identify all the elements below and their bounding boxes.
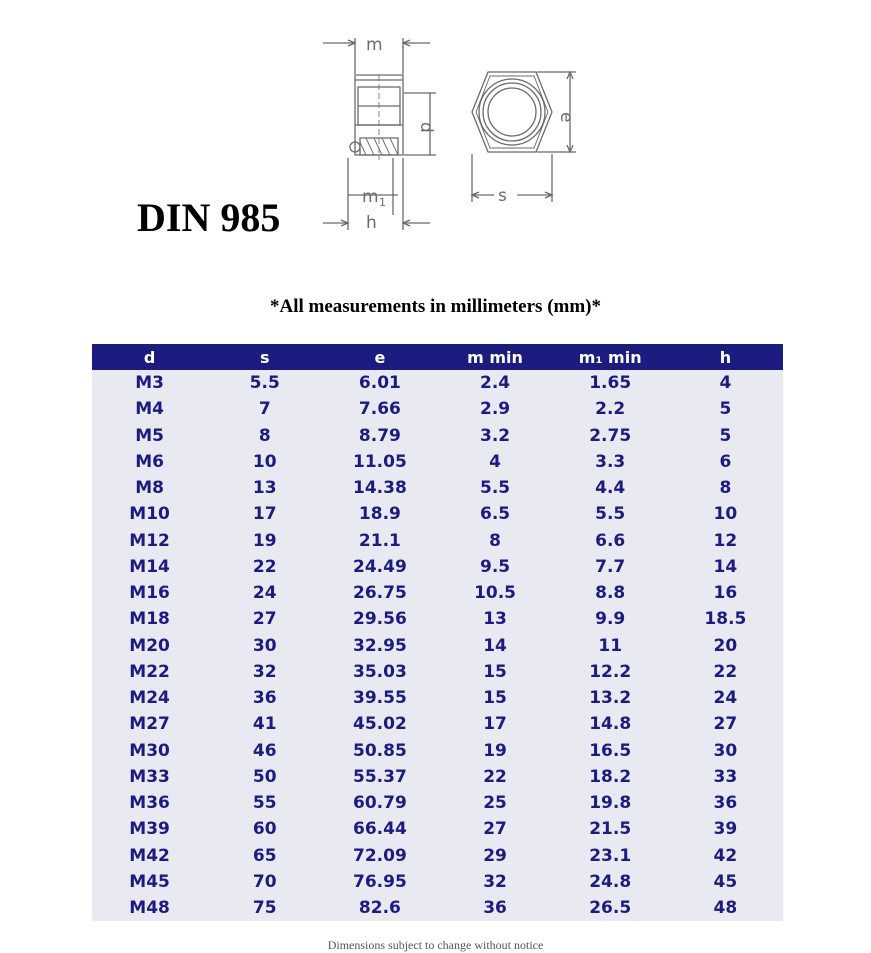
- dim-label-m: m: [366, 35, 383, 55]
- cell-s: 22: [207, 554, 322, 580]
- cell-s: 60: [207, 816, 322, 842]
- column-header-d: d: [92, 344, 207, 370]
- table-header-row: [92, 344, 783, 370]
- cell-s: 5.5: [207, 370, 322, 396]
- cell-s: 70: [207, 869, 322, 895]
- table-row: [92, 895, 783, 921]
- cell-h: 12: [668, 528, 783, 554]
- cell-e: 26.75: [322, 580, 437, 606]
- cell-m1-min: 3.3: [553, 449, 668, 475]
- cell-e: 24.49: [322, 554, 437, 580]
- column-header-h: h: [668, 344, 783, 370]
- dim-label-s: s: [498, 186, 507, 206]
- cell-h: 5: [668, 396, 783, 422]
- table-row: [92, 501, 783, 527]
- cell-d: M39: [92, 816, 207, 842]
- cell-m-min: 32: [437, 869, 552, 895]
- cell-e: 8.79: [322, 423, 437, 449]
- cell-s: 13: [207, 475, 322, 501]
- cell-d: M36: [92, 790, 207, 816]
- cell-h: 33: [668, 764, 783, 790]
- cell-h: 5: [668, 423, 783, 449]
- table-row: [92, 606, 783, 632]
- table-row: [92, 423, 783, 449]
- cell-d: M14: [92, 554, 207, 580]
- table-row: [92, 370, 783, 396]
- cell-s: 65: [207, 843, 322, 869]
- cell-e: 50.85: [322, 738, 437, 764]
- column-header-m1-min: m₁ min: [553, 344, 668, 370]
- cell-m-min: 15: [437, 659, 552, 685]
- cell-m-min: 14: [437, 633, 552, 659]
- cell-m1-min: 7.7: [553, 554, 668, 580]
- cell-e: 7.66: [322, 396, 437, 422]
- cell-d: M10: [92, 501, 207, 527]
- cell-e: 39.55: [322, 685, 437, 711]
- table-row: [92, 659, 783, 685]
- cell-d: M5: [92, 423, 207, 449]
- table-row: [92, 396, 783, 422]
- cell-d: M20: [92, 633, 207, 659]
- cell-m1-min: 23.1: [553, 843, 668, 869]
- cell-h: 18.5: [668, 606, 783, 632]
- cell-h: 16: [668, 580, 783, 606]
- table-row: [92, 475, 783, 501]
- cell-m1-min: 19.8: [553, 790, 668, 816]
- cell-m1-min: 1.65: [553, 370, 668, 396]
- cell-d: M6: [92, 449, 207, 475]
- cell-s: 7: [207, 396, 322, 422]
- table-row: [92, 685, 783, 711]
- cell-m-min: 10.5: [437, 580, 552, 606]
- cell-m1-min: 21.5: [553, 816, 668, 842]
- nut-dimension-diagram: [318, 30, 588, 240]
- cell-s: 50: [207, 764, 322, 790]
- cell-m1-min: 11: [553, 633, 668, 659]
- cell-e: 66.44: [322, 816, 437, 842]
- cell-h: 24: [668, 685, 783, 711]
- dim-label-d: d: [416, 122, 436, 133]
- cell-m1-min: 26.5: [553, 895, 668, 921]
- cell-m1-min: 5.5: [553, 501, 668, 527]
- cell-s: 41: [207, 711, 322, 737]
- dim-label-h: h: [366, 213, 377, 233]
- cell-h: 4: [668, 370, 783, 396]
- cell-d: M3: [92, 370, 207, 396]
- cell-s: 27: [207, 606, 322, 632]
- cell-d: M18: [92, 606, 207, 632]
- cell-m1-min: 2.2: [553, 396, 668, 422]
- cell-d: M22: [92, 659, 207, 685]
- cell-m1-min: 6.6: [553, 528, 668, 554]
- cell-s: 10: [207, 449, 322, 475]
- table-row: [92, 790, 783, 816]
- cell-m-min: 25: [437, 790, 552, 816]
- dimension-table: [92, 344, 783, 921]
- dim-label-e: e: [556, 112, 576, 123]
- cell-m-min: 13: [437, 606, 552, 632]
- cell-m1-min: 14.8: [553, 711, 668, 737]
- cell-e: 21.1: [322, 528, 437, 554]
- cell-e: 6.01: [322, 370, 437, 396]
- footer-note: Dimensions subject to change without notice: [327, 938, 544, 952]
- cell-m-min: 17: [437, 711, 552, 737]
- cell-e: 29.56: [322, 606, 437, 632]
- cell-m1-min: 16.5: [553, 738, 668, 764]
- cell-h: 27: [668, 711, 783, 737]
- cell-m-min: 19: [437, 738, 552, 764]
- cell-d: M12: [92, 528, 207, 554]
- cell-d: M30: [92, 738, 207, 764]
- cell-e: 35.03: [322, 659, 437, 685]
- table-row: [92, 738, 783, 764]
- cell-m-min: 2.9: [437, 396, 552, 422]
- cell-s: 75: [207, 895, 322, 921]
- cell-h: 45: [668, 869, 783, 895]
- table-row: [92, 580, 783, 606]
- column-header-e: e: [322, 344, 437, 370]
- cell-e: 82.6: [322, 895, 437, 921]
- cell-e: 60.79: [322, 790, 437, 816]
- table-row: [92, 449, 783, 475]
- cell-h: 8: [668, 475, 783, 501]
- cell-m-min: 6.5: [437, 501, 552, 527]
- cell-m1-min: 9.9: [553, 606, 668, 632]
- table-row: [92, 554, 783, 580]
- table-row: [92, 764, 783, 790]
- cell-m-min: 15: [437, 685, 552, 711]
- cell-h: 22: [668, 659, 783, 685]
- cell-m1-min: 24.8: [553, 869, 668, 895]
- cell-m1-min: 2.75: [553, 423, 668, 449]
- cell-s: 19: [207, 528, 322, 554]
- cell-m1-min: 18.2: [553, 764, 668, 790]
- cell-h: 48: [668, 895, 783, 921]
- cell-e: 32.95: [322, 633, 437, 659]
- table-row: [92, 528, 783, 554]
- table-row: [92, 816, 783, 842]
- cell-s: 46: [207, 738, 322, 764]
- cell-h: 39: [668, 816, 783, 842]
- cell-m1-min: 12.2: [553, 659, 668, 685]
- units-note: *All measurements in millimeters (mm)*: [269, 296, 601, 317]
- cell-d: M8: [92, 475, 207, 501]
- cell-e: 18.9: [322, 501, 437, 527]
- cell-d: M16: [92, 580, 207, 606]
- cell-h: 20: [668, 633, 783, 659]
- cell-m-min: 29: [437, 843, 552, 869]
- cell-m-min: 8: [437, 528, 552, 554]
- column-header-s: s: [207, 344, 322, 370]
- cell-s: 32: [207, 659, 322, 685]
- cell-e: 76.95: [322, 869, 437, 895]
- cell-m-min: 3.2: [437, 423, 552, 449]
- cell-d: M45: [92, 869, 207, 895]
- cell-d: M4: [92, 396, 207, 422]
- cell-e: 11.05: [322, 449, 437, 475]
- cell-m-min: 27: [437, 816, 552, 842]
- table-row: [92, 633, 783, 659]
- cell-s: 30: [207, 633, 322, 659]
- cell-m-min: 36: [437, 895, 552, 921]
- cell-d: M42: [92, 843, 207, 869]
- cell-h: 10: [668, 501, 783, 527]
- table-row: [92, 843, 783, 869]
- dim-label-m1-sub: 1: [379, 196, 386, 209]
- cell-m-min: 22: [437, 764, 552, 790]
- cell-m-min: 9.5: [437, 554, 552, 580]
- cell-m1-min: 13.2: [553, 685, 668, 711]
- table-row: [92, 869, 783, 895]
- document-title: DIN 985: [137, 195, 281, 240]
- cell-s: 17: [207, 501, 322, 527]
- cell-e: 72.09: [322, 843, 437, 869]
- table-row: [92, 711, 783, 737]
- cell-s: 8: [207, 423, 322, 449]
- cell-h: 14: [668, 554, 783, 580]
- cell-m1-min: 8.8: [553, 580, 668, 606]
- cell-m-min: 4: [437, 449, 552, 475]
- cell-h: 42: [668, 843, 783, 869]
- column-header-m-min: m min: [437, 344, 552, 370]
- cell-h: 30: [668, 738, 783, 764]
- cell-e: 55.37: [322, 764, 437, 790]
- cell-m-min: 5.5: [437, 475, 552, 501]
- cell-h: 36: [668, 790, 783, 816]
- cell-e: 45.02: [322, 711, 437, 737]
- dim-label-m1: m: [362, 187, 379, 207]
- cell-s: 55: [207, 790, 322, 816]
- cell-d: M24: [92, 685, 207, 711]
- cell-d: M48: [92, 895, 207, 921]
- cell-m-min: 2.4: [437, 370, 552, 396]
- cell-d: M27: [92, 711, 207, 737]
- table-body: [92, 370, 783, 921]
- cell-m1-min: 4.4: [553, 475, 668, 501]
- cell-s: 36: [207, 685, 322, 711]
- cell-s: 24: [207, 580, 322, 606]
- cell-d: M33: [92, 764, 207, 790]
- cell-e: 14.38: [322, 475, 437, 501]
- cell-h: 6: [668, 449, 783, 475]
